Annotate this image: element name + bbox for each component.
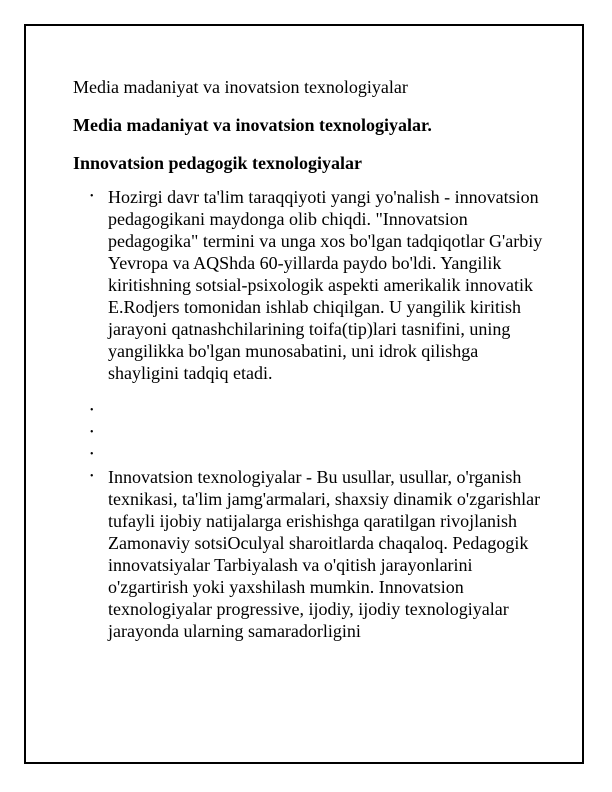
document-title: Media madaniyat va inovatsion texnologiyalar xyxy=(73,77,408,97)
list-item xyxy=(73,444,543,466)
list-item xyxy=(73,186,543,384)
bullet-list xyxy=(73,186,543,642)
list-item xyxy=(73,422,543,444)
document-subheading: Innovatsion pedagogik texnologiyalar xyxy=(73,153,363,173)
bullet-icon: • xyxy=(90,191,94,202)
bullet-icon: • xyxy=(90,405,94,416)
bullet-icon: • xyxy=(90,427,94,438)
document-heading: Media madaniyat va inovatsion texnologiyalar. xyxy=(73,115,432,135)
list-item-text: Hozirgi davr ta'lim taraqqiyoti yangi yo'nalish - innovatsion pedagogikani maydonga olib chiqdi. "Innovatsion pedagogika" termini va unga xos bo'lgan tadqiqotlar G'arbiy Yevropa va AQShda 60-yillarda paydo bo'ldi. Yangilik kiritishning sotsial-psixologik aspekti amerikalik innovatik E.Rodjers tomonidan ishlab chiqilgan. U yangilik kiritish jarayoni qatnashchilarining toifa(tip)lari tasnifini, uning yangilikka bo'lgan munosabatini, uni idrok qilishga shayligini tadqiq etadi. xyxy=(108,187,543,383)
document-content xyxy=(73,76,543,658)
page-frame xyxy=(24,24,584,764)
list-item xyxy=(73,400,543,422)
bullet-icon: • xyxy=(90,471,94,482)
list-item-text: Innovatsion texnologiyalar - Bu usullar, usullar, o'rganish texnikasi, ta'lim jamg'armalari, shaxsiy dinamik o'zgarishlar tufayli ijobiy natijalarga erishishga qaratilgan rivojlanish Zamonaviy sotsiOculyal sharoitlarda chaqaloq. Pedagogik innovatsiyalar Tarbiyalash va o'qitish jarayonlarini o'zgartirish yoki yaxshilash mumkin. Innovatsion texnologiyalar progressive, ijodiy, ijodiy texnologiyalar jarayonda ularning samaradorligini xyxy=(108,467,541,641)
list-item xyxy=(73,466,543,642)
bullet-icon: • xyxy=(90,449,94,460)
